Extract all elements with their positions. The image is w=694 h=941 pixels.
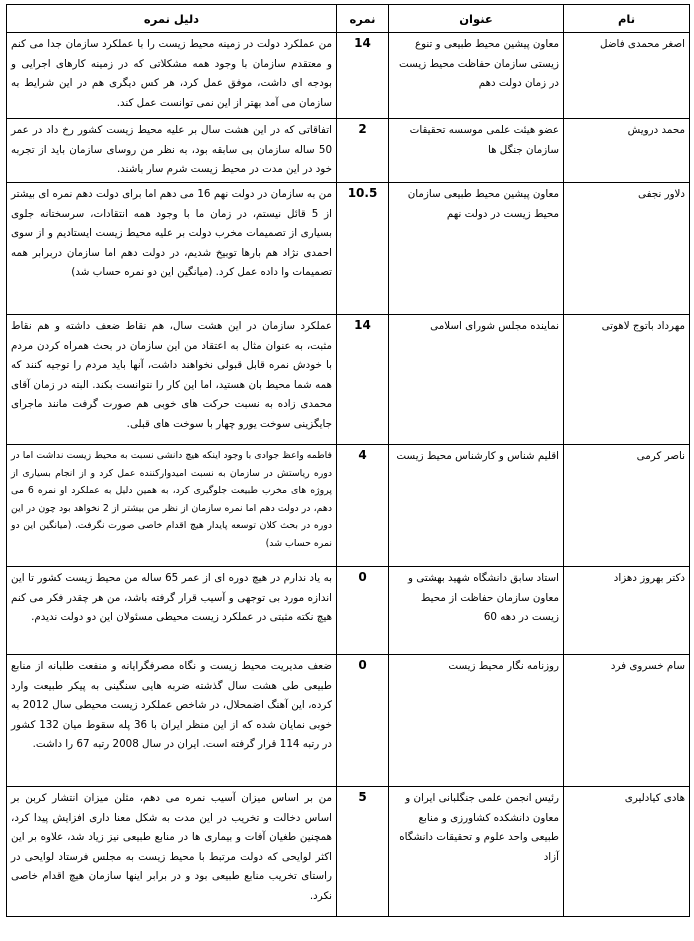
table-row — [7, 119, 690, 183]
header-name: نام — [564, 5, 690, 33]
cell-score: 5 — [337, 787, 389, 917]
cell-reason: ضعف مدیریت محیط زیست و نگاه مصرفگرایانه و منفعت طلبانه از منابع طبیعی طی هشت سال گذشته ضربه هایی سنگینی به پیکر طبیعت وارد کرده، این آهنگ اضمحلال، در شاخص عملکرد زیست محیطی سال 2012 به خوبی نمایان شده که از این منظر ایران با 36 پله سقوط میان 132 کشور در رتبه 114 قرار گرفته است. ایران در سال 2008 رتبه 67 را داشت. — [7, 655, 337, 787]
cell-title: عضو هیئت علمی موسسه تحقیقات سازمان جنگل ها — [389, 119, 564, 183]
table-row — [7, 787, 690, 917]
cell-reason: من به سازمان در دولت نهم 16 می دهم اما برای دولت دهم نمره ای بیشتر از 5 قائل نیستم، در زمان ما با وجود همه انتقادات، سرسختانه جلوی بسیاری از تصمیمات مخرب دولت بر علیه محیط زیست ایستادیم و از سوی احمدی نژاد هم بارها توبیخ شدیم، در دولت دهم اما سازمان دربرابر همه تصمیمات وا داده عمل کرد. (میانگین این دو نمره حساب شد) — [7, 183, 337, 315]
table-row — [7, 567, 690, 655]
cell-reason: اتفاقاتی که در این هشت سال بر علیه محیط زیست کشور رخ داد در عمر 50 ساله سازمان بی سابقه بود، به نظر من روسای سازمان باید از تجربه خود در این مدت در محیط زیست شرم سار باشند. — [7, 119, 337, 183]
cell-reason: به یاد ندارم در هیچ دوره ای از عمر 65 ساله من محیط زیست کشور تا این اندازه مورد بی توجهی و آسیب قرار گرفته باشد، من هر چقدر فکر می کنم هیچ نکته مثبتی در عملکرد زیست محیطی مسئولان این دو دولت ندیدم. — [7, 567, 337, 655]
cell-name: محمد درویش — [564, 119, 690, 183]
cell-title: روزنامه نگار محیط زیست — [389, 655, 564, 787]
cell-reason: فاطمه واعظ جوادی با وجود اینکه هیچ دانشی نسبت به محیط زیست نداشت اما در دوره ریاستش در سازمان به نسبت امیدوارکننده عمل کرد و از انجام بسیاری از پروژه های مخرب طبیعت جلوگیری کرد، به همین دلیل به عملکرد او نمره 6 می دهم، در دولت دهم اما نمره سازمان از نظر من بیشتر از 2 نخواهد بود چون در این دوره در بحث کلان توسعه پایدار هیچ اقدام خاصی صورت نگرفت. (میانگین این دو نمره حساب شد) — [7, 445, 337, 567]
cell-reason: عملکرد سازمان در این هشت سال، هم نقاط ضعف داشته و هم نقاط مثبت، به عنوان مثال به اعتقاد من این سازمان در بحث همراه کردن مردم با خودش نمره قابل قبولی نخواهند داشت، آنها باید مردم را توجیه کنند که همه شما محیط بان هستید، اما این کار را نتوانست بکند. البته در زمان آقای محمدی زاده به نسبت حرکت های خوبی هم صورت گرفت مانند ماجرای جایگزینی سوخت یورو چهار با سوخت های قبلی. — [7, 315, 337, 445]
cell-name: هادی کیادلیری — [564, 787, 690, 917]
header-title: عنوان — [389, 5, 564, 33]
cell-score: 4 — [337, 445, 389, 567]
cell-score: 10.5 — [337, 183, 389, 315]
cell-name: ناصر کرمی — [564, 445, 690, 567]
cell-title: رئیس انجمن علمی جنگلبانی ایران و معاون دانشکده کشاورزی و منابع طبیعی واحد علوم و تحقیقات دانشگاه آزاد — [389, 787, 564, 917]
cell-score: 2 — [337, 119, 389, 183]
score-table — [6, 4, 690, 917]
cell-title: معاون پیشین محیط طبیعی سازمان محیط زیست در دولت نهم — [389, 183, 564, 315]
cell-reason: من عملکرد دولت در زمینه محیط زیست را با عملکرد سازمان جدا می کنم و معتقدم سازمان با وجود همه مشکلاتی که در زمینه کارهای اجرایی و بودجه ای داشت، موفق عمل کرد، هر کس دیگری هم در این شرایط به سازمان می آمد بهتر از این نمی توانست عمل کند. — [7, 33, 337, 119]
cell-score: 14 — [337, 315, 389, 445]
cell-title: استاد سابق دانشگاه شهید بهشتی و معاون سازمان حفاظت از محیط زیست در دهه 60 — [389, 567, 564, 655]
table-row — [7, 445, 690, 567]
header-row — [7, 5, 690, 33]
cell-name: دکتر بهروز دهزاد — [564, 567, 690, 655]
cell-score: 0 — [337, 655, 389, 787]
header-reason: دلیل نمره — [7, 5, 337, 33]
cell-score: 0 — [337, 567, 389, 655]
cell-name: اصغر محمدی فاضل — [564, 33, 690, 119]
cell-title: معاون پیشین محیط طبیعی و تنوع زیستی سازمان حفاظت محیط زیست در زمان دولت دهم — [389, 33, 564, 119]
header-score: نمره — [337, 5, 389, 33]
cell-reason: من بر اساس میزان آسیب نمره می دهم، مثلن میزان انتشار کربن بر اساس دخالت و تخریب در این مدت به شکل معنا داری افزایش پیدا کرد، همچنین طغیان آفات و بیماری ها در منابع طبیعی نیز زیاد شد، علاوه بر این اکثر لوایحی که دولت مرتبط با محیط زیست به مجلس فرستاد لوایحی در راستای تخریب منابع طبیعی بود و در برابر اینها سازمان هیچ اقدام خاصی نکرد. — [7, 787, 337, 917]
cell-score: 14 — [337, 33, 389, 119]
cell-title: نماینده مجلس شورای اسلامی — [389, 315, 564, 445]
cell-name: دلاور نجفی — [564, 183, 690, 315]
table-row — [7, 183, 690, 315]
cell-name: مهرداد باتوج لاهوتی — [564, 315, 690, 445]
cell-name: سام خسروی فرد — [564, 655, 690, 787]
table-row — [7, 315, 690, 445]
table-row — [7, 655, 690, 787]
cell-title: اقلیم شناس و کارشناس محیط زیست — [389, 445, 564, 567]
table-row — [7, 33, 690, 119]
